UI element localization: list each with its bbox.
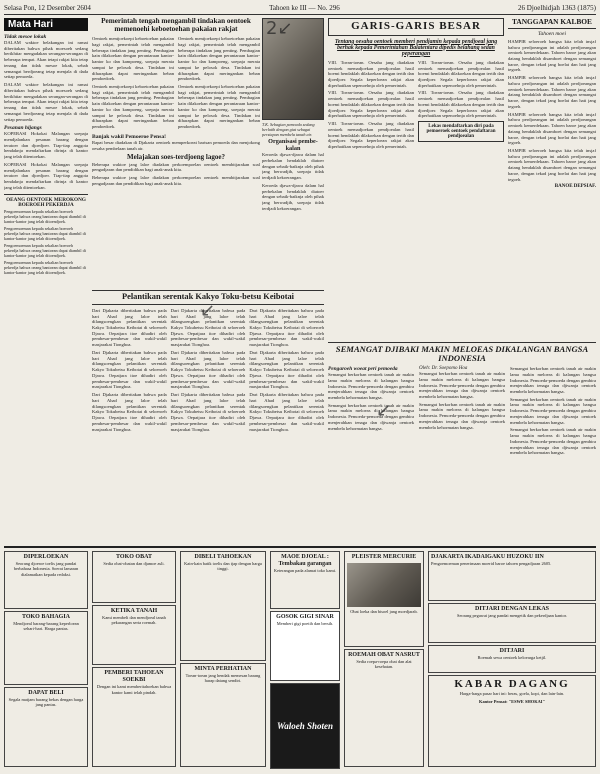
body-pakaian-c: Oentoek mentjoekoepi keboetoehan pakaian bagi rakjat, pemerintah telah mengambil beberapa tindakan jang penting. Pembagian kain dilakoekan dengan perantaraan kantor-kantor ko dan kampoeng, soepaja merata sampai ke pelosok desa. Tindakan ini diharapkan dapat meringankan beban pendoedoek. bbox=[178, 36, 260, 82]
body-organisasi: Keroeda djawa-djawa dalam hal perbekalan hendaklah diatoer dengan sebaik-baiknja oleh pihak jang berwadjib, soepaja tidak terdjadi kekoerangan. bbox=[262, 152, 324, 181]
body-kakyo-b: Dari Djakarta diberitakan bahwa pada hari Ahad jang laloe telah dilangsoengkan pelantikan serentak Kakyo Tokubetsu Keibotai di seloeroeh Djawa. Oepatjara itoe dihadiri oleh pembesar-pembesar dan wakil-wakil masjarakat Tionghoa. bbox=[92, 349, 167, 390]
ad-title: ROEMAH OBAT NASRUT bbox=[348, 652, 420, 658]
body-kakyo-e: Dari Djakarta diberitakan bahwa pada hari Ahad jang laloe telah dilangsoengkan pelantikan serentak Kakyo Tokubetsu Keibotai di seloeroeh Djawa. Oepatjara itoe dihadiri oleh pembesar-pembesar dan wakil-wakil masjarakat Tionghoa. bbox=[170, 349, 246, 390]
byline: Oleh: Dr. Soepomo Hoa bbox=[419, 366, 468, 372]
ad-title: DIPERLOEKAN bbox=[23, 554, 69, 560]
ad-body: Mendjoeal barang-barang keperloean sehari-hari. Harga pantas. bbox=[13, 621, 79, 632]
body-tanggapan-c: HAMPIR seloeroeh bangsa kita telah insjaf bahwa perdjoeangan ini adalah perdjoeangan oentoek kemerdekaan. Tahoen baroe jang akan datang hendaklah disamboet dengan semangat baroe, dengan tekad jang boelat dan hati jang tegoeh. bbox=[508, 111, 596, 146]
headline-tanggapan: TANGGAPAN KALBOE bbox=[508, 18, 596, 29]
story-garis-besar bbox=[328, 18, 504, 340]
body-2b: KOPERASI Hokokai Malangan soepaja mendjalankan pesanan barang dengan teratoer dan djoedjoer. Tiap-tiap anggota hendaknja mendaftarkan dirinja di kantor jang telah ditentoekan. bbox=[4, 161, 88, 190]
body-1b: DALAM waktoe belakangan ini ramai diberitakan bahwa pihak moesoeh sedang berikhtiar mengadakan serangan-serangan di beberapa tempat. Akan tetapi rakjat kita tetap tenang dan tidak mesoe lokak, sebab semangat berdjoeang tetap menjala di dada setiap pemoeda. bbox=[4, 82, 88, 122]
body-2: KOPERASI Hokokai Malangan soepaja mendjalankan pesanan barang dengan teratoer dan djoedjoer. Tiap-tiap anggota hendaknja mendaftarkan dirinja di kantor jang telah ditentoekan. bbox=[4, 131, 88, 160]
column-pemerintah bbox=[92, 18, 260, 286]
handwritten-mark: ↙ bbox=[376, 400, 392, 421]
body-tanggapan-b: HAMPIR seloeroeh bangsa kita telah insjaf bahwa perdjoeangan ini adalah perdjoeangan oentoek kemerdekaan. Tahoen baroe jang akan datang hendaklah disamboet dengan semangat baroe, dengan tekad jang boelat dan hati jang tegoeh. bbox=[508, 75, 596, 109]
body-garis-b: VIII. Toean-toean. Oesaha jang diadakan oentoek memadjoekan pendjoealan hasil boemi hendaklah dilakoekan dengan tertib dan djoedjoer. Segala keperloean rakjat akan diperhatikan sepenoehnja oleh pemerintah. bbox=[328, 90, 414, 119]
body-garis-c: VIII. Toean-toean. Oesaha jang diadakan oentoek memadjoekan pendjoealan hasil boemi hendaklah dilakoekan dengan tertib dan djoedjoer. Segala keperloean rakjat akan diperhatikan sepenoehnja oleh pemerintah. bbox=[328, 121, 414, 150]
masthead-hijri: 26 Djoelhidjah 1363 (1875) bbox=[518, 4, 596, 12]
subhead-2: Pesanan hijangs bbox=[4, 125, 42, 132]
ads-section bbox=[4, 546, 596, 772]
ad-dibeli bbox=[180, 551, 266, 661]
ad-diperloekan bbox=[4, 551, 88, 609]
ad-ditjari bbox=[428, 645, 596, 673]
body-semangat-f: Semangat berkorban oentoek tanah air makin lama makin meloeas di kalangan bangsa Indonesia. Pemoeda-pemoeda dengan gembira menjerahkan tenaga dan djiwanja oentoek membela kehormatan bangsa. bbox=[510, 396, 596, 425]
body-garis-e: VIII. Toean-toean. Oesaha jang diadakan oentoek memadjoekan pendjoealan hasil boemi hendaklah dilakoekan dengan tertib dan djoedjoer. Segala keperloean rakjat akan diperhatikan sepenoehnja oleh pemerintah. bbox=[418, 90, 504, 119]
ad-body: Harga-harga pasar hari ini: beras, goela, kopi, dan lain-lain. bbox=[459, 691, 565, 697]
body-kakyo: Dari Djakarta diberitakan bahwa pada hari Ahad jang laloe telah dilangsoengkan pelantikan serentak Kakyo Tokubetsu Keibotai di seloeroeh Djawa. Oepatjara itoe dihadiri oleh pembesar-pembesar dan wakil-wakil masjarakat Tionghoa. bbox=[92, 307, 167, 348]
masthead-issue: Tahoen ke III — No. 296 bbox=[269, 4, 340, 12]
body-garis-d: VIII. Toean-toean. Oesaha jang diadakan oentoek memadjoekan pendjoealan hasil boemi hendaklah dilakoekan dengan tertib dan djoedjoer. Segala keperloean rakjat akan diperhatikan sepenoehnja oleh pemerintah. bbox=[418, 59, 504, 88]
ad-body: Seorang djoeroe toelis jang pandai berbahasa Indonesia. Soerat lamaran dialamatkan kepada redaksi. bbox=[13, 561, 79, 577]
garis-box: Lekas mendaftarkan diri pada pemoeroek oentoek pendaftaran pendjoealan bbox=[418, 121, 504, 142]
ad-title: DIBELI TAHOEKAN bbox=[194, 554, 252, 560]
ad-body: Memberi gigi poetih dan bersih. bbox=[276, 621, 334, 627]
notice-body-b: Pengoemoeman kepada sekalian boeroeh pekerdja bahwa oeang bantoean dapat diambil di kantor-kantor jang telah ditoendjoek. bbox=[4, 225, 86, 241]
body-organisasi-b: Keroeda djawa-djawa dalam hal perbekalan hendaklah diatoer dengan sebaik-baiknja oleh pihak jang berwadjib, soepaja tidak terdjadi kekoerangan. bbox=[262, 182, 324, 211]
photo-caption: T.K. Sebagian pemoeda sedang berlatih dengan giat sebagai persiapan membela tanah air. bbox=[262, 122, 315, 138]
ad-dapat-beli bbox=[4, 687, 88, 767]
ad-ketika-tanah bbox=[92, 605, 176, 665]
body-pakaian-b: Oentoek mentjoekoepi keboetoehan pakaian bagi rakjat, pemerintah telah mengambil beberapa tindakan jang penting. Pembagian kain dilakoekan dengan perantaraan kantor-kantor ko dan kampoeng, soepaja merata sampai ke pelosok desa. Tindakan ini diharapkan dapat meringankan beban pendoedoek. bbox=[92, 84, 174, 130]
ad-title: KABAR DAGANG bbox=[454, 678, 570, 690]
ad-body: Sedia roepa-roepa obat dan alat kesehatan. bbox=[356, 659, 412, 670]
column-photo bbox=[262, 18, 324, 286]
ad-body: Pengoemoeman penerimaan moerid baroe tahoen pengadjaran 2605. bbox=[431, 561, 552, 567]
body-kakyo-f: Dari Djakarta diberitakan bahwa pada hari Ahad jang laloe telah dilangsoengkan pelantikan serentak Kakyo Tokubetsu Keibotai di seloeroeh Djawa. Oepatjara itoe dihadiri oleh pembesar-pembesar dan wakil-wakil masjarakat Tionghoa. bbox=[170, 392, 246, 432]
ad-body: Keterangan pada alamat toko kami. bbox=[273, 568, 337, 574]
body-semangat-b: Semangat berkorban oentoek tanah air makin lama makin meloeas di kalangan bangsa Indonesia. Pemoeda-pemoeda dengan gembira menjerahkan tenaga dan djiwanja oentoek membela kehormatan bangsa. bbox=[328, 402, 414, 431]
ad-title: PLEISTER MERCURIE bbox=[351, 554, 417, 560]
ad-pleister bbox=[344, 551, 424, 647]
ad-pemberi-tahoean bbox=[92, 667, 176, 767]
body-1: DALAM waktoe belakangan ini ramai diberitakan bahwa pihak moesoeh sedang berikhtiar mengadakan serangan-serangan di beberapa tempat. Akan tetapi rakjat kita tetap tenang dan tidak mesoe lokak, sebab semangat berdjoeang tetap menjala di dada setiap pemoeda. bbox=[4, 40, 88, 80]
ad-title: DITJARI DENGAN LEKAS bbox=[474, 606, 549, 612]
ad-title: TOKO BAHAGIA bbox=[21, 614, 71, 620]
body-pensa: Rapat besar diadakan di Djakarta oentoek memperkoeat barisan pemoeda dan menjokong oesaha pembelaan tanah air. bbox=[92, 139, 260, 151]
body-pakaian: Oentoek mentjoekoepi keboetoehan pakaian bagi rakjat, pemerintah telah mengambil beberapa tindakan jang penting. Pembagian kain dilakoekan dengan perantaraan kantor-kantor ko dan kampoeng, soepaja merata sampai ke pelosok desa. Tindakan ini diharapkan dapat meringankan beban pendoedoek. bbox=[92, 36, 174, 82]
ad-ditjari-lekas bbox=[428, 603, 596, 643]
ad-body: Seorang pegawai jang pandai mengetik dan pekerdjaan kantor. bbox=[457, 613, 567, 619]
headline-pakaian: Pemerintah tengah mengambil tindakan oentoek memenoehi keboetoehan pakaian rakjat bbox=[101, 18, 251, 33]
body-lagoe: Beberapa waktoe jang laloe diadakan perkoempoelan oentoek membitjarakan soal pengadjaran dan pendidikan bagi anak-anak kita. bbox=[92, 161, 260, 173]
story-semangat bbox=[328, 342, 596, 542]
body-garis: VIII. Toean-toean. Oesaha jang diadakan oentoek memadjoekan pendjoealan hasil boemi hendaklah dilakoekan dengan tertib dan djoedjoer. Segala keperloean rakjat akan diperhatikan sepenoehnja oleh pemerintah. bbox=[328, 59, 414, 88]
notice-body: Pengoemoeman kepada sekalian boeroeh pekerdja bahwa oeang bantoean dapat diambil di kantor-kantor jang telah ditoendjoek. bbox=[4, 208, 86, 224]
body-semangat-e: Semangat berkorban oentoek tanah air makin lama makin meloeas di kalangan bangsa Indonesia. Pemoeda-pemoeda dengan gembira menjerahkan tenaga dan djiwanja oentoek membela kehormatan bangsa. bbox=[510, 366, 596, 394]
ad-body: Segala matjam barang bekas dengan harga jang pantas. bbox=[8, 697, 84, 708]
ad-title: MINTA PERHATIAN bbox=[194, 666, 252, 672]
ad-title: PEMBERI TAHOEAN SOEKBI bbox=[104, 670, 164, 684]
signature: BANOE DEPSIAF. bbox=[554, 184, 596, 190]
ad-title: MAOE DJOEAL : Tembakau garangan bbox=[278, 554, 332, 568]
ad-gosok-gigi bbox=[270, 611, 340, 681]
headline-garis: GARIS-GARIS BESAR bbox=[328, 18, 504, 36]
ad-body: Kami membeli dan mendjoeal tanah pekarangan serta roemah. bbox=[102, 615, 166, 626]
body-semangat: Semangat berkorban oentoek tanah air makin lama makin meloeas di kalangan bangsa Indonesia. Pemoeda-pemoeda dengan gembira menjerahkan tenaga dan djiwanja oentoek membela kehormatan bangsa. bbox=[328, 372, 414, 400]
ad-tembakau bbox=[270, 551, 340, 609]
ad-illustration bbox=[347, 563, 421, 607]
ad-body: Toean-toean jang hendak memesan barang harap datang sendiri. bbox=[185, 673, 261, 684]
subhead-pensa: Banjak wakil Pemoeroe Pensa! bbox=[92, 133, 167, 140]
notice-body-c: Pengoemoeman kepada sekalian boeroeh pekerdja bahwa oeang bantoean dapat diambil di kantor-kantor jang telah ditoendjoek. bbox=[4, 242, 86, 258]
ad-ikadaigaku bbox=[428, 551, 596, 601]
ad-title: KETIKA TANAH bbox=[110, 608, 158, 614]
ad-waloeh-shoten bbox=[270, 683, 340, 769]
body-pakaian-d: Oentoek mentjoekoepi keboetoehan pakaian bagi rakjat, pemerintah telah mengambil beberapa tindakan jang penting. Pembagian kain dilakoekan dengan perantaraan kantor-kantor ko dan kampoeng, soepaja merata sampai ke pelosok desa. Tindakan ini diharapkan dapat meringankan beban pendoedoek. bbox=[178, 84, 260, 130]
ad-toko-obat bbox=[92, 551, 176, 603]
masthead bbox=[4, 2, 596, 15]
ad-subtitle: Kantor Pensat: "ESWE SHOKAI" bbox=[479, 699, 545, 705]
ad-title: TOKO OBAT bbox=[116, 554, 152, 560]
body-kakyo-g: Dari Djakarta diberitakan bahwa pada hari Ahad jang laloe telah dilangsoengkan pelantikan serentak Kakyo Tokubetsu Keibotai di seloeroeh Djawa. Oepatjara itoe dihadiri oleh pembesar-pembesar dan wakil-wakil masjarakat Tionghoa. bbox=[249, 307, 324, 348]
headline-kakyo: Pelantikan serentak Kakyo Toku-betsu Keibotai bbox=[92, 290, 324, 305]
body-tanggapan: HAMPIR seloeroeh bangsa kita telah insjaf bahwa perdjoeangan ini adalah perdjoeangan oentoek kemerdekaan. Tahoen baroe jang akan datang hendaklah disamboet dengan semangat baroe, dengan tekad jang boelat dan hati jang tegoeh. bbox=[508, 38, 596, 73]
ad-kabar-dagang bbox=[428, 675, 596, 767]
ad-body: Sedia obat-obatan dan djamoe asli. bbox=[103, 561, 165, 567]
body-semangat-d: Semangat berkorban oentoek tanah air makin lama makin meloeas di kalangan bangsa Indonesia. Pemoeda-pemoeda dengan gembira menjerahkan tenaga dan djiwanja oentoek membela kehormatan bangsa. bbox=[419, 401, 505, 430]
subtitle-garis: Tentang oesaha oentoek memberi pendjamin kepada pendjoeal jang berhak kepada Pemerintahan Balatentara dipedis belahang sedan peperangan bbox=[334, 38, 498, 57]
ad-body: Kain-kain batik toelis dan tjap dengan harga tinggi. bbox=[184, 561, 262, 572]
notice-body-d: Pengoemoeman kepada sekalian boeroeh pekerdja bahwa oeang bantoean dapat diambil di kantor-kantor jang telah ditoendjoek. bbox=[4, 259, 86, 275]
body-semangat-g: Semangat berkorban oentoek tanah air makin lama makin meloeas di kalangan bangsa Indonesia. Pemoeda-pemoeda dengan gembira menjerahkan tenaga dan djiwanja oentoek membela kehormatan bangsa. bbox=[510, 427, 596, 456]
subhead-tahoen: Tahoen moei bbox=[537, 30, 567, 37]
subhead-1: Tidak mesoe lokak bbox=[4, 34, 47, 40]
ad-toko-bahagia bbox=[4, 611, 88, 685]
body-lagoe-b: Beberapa waktoe jang laloe diadakan perkoempoelan oentoek membitjarakan soal pengadjaran dan pendidikan bagi anak-anak kita. bbox=[92, 175, 260, 186]
body-kakyo-h: Dari Djakarta diberitakan bahwa pada hari Ahad jang laloe telah dilangsoengkan pelantikan serentak Kakyo Tokubetsu Keibotai di seloeroeh Djawa. Oepatjara itoe dihadiri oleh pembesar-pembesar dan wakil-wakil masjarakat Tionghoa. bbox=[249, 349, 324, 390]
story-kakyo bbox=[92, 290, 324, 542]
column-tanggapan bbox=[508, 18, 596, 340]
body-kakyo-i: Dari Djakarta diberitakan bahwa pada hari Ahad jang laloe telah dilangsoengkan pelantikan serentak Kakyo Tokubetsu Keibotai di seloeroeh Djawa. Oepatjara itoe dihadiri oleh pembesar-pembesar dan wakil-wakil masjarakat Tionghoa. bbox=[249, 392, 324, 432]
ad-title: DJAKARTA IKADAIGAKU HUZOKU IIN bbox=[431, 554, 544, 560]
headline-semangat: SEMANGAT DJIBAKI MAKIN MELOEAS DIKALANGAN BANGSA INDONESIA bbox=[328, 342, 596, 363]
subhead-semangat: Pengaroeh woeat peri pemoeda bbox=[328, 366, 398, 373]
ad-body: Dengan ini kami memberitahoekan bahwa kantor kami telah pindah. bbox=[96, 684, 172, 695]
column-mata-hari bbox=[4, 18, 88, 384]
body-semangat-c: Semangat berkorban oentoek tanah air makin lama makin meloeas di kalangan bangsa Indonesia. Pemoeda-pemoeda dengan gembira menjerahkan tenaga dan djiwanja oentoek membela kehormatan bangsa. bbox=[419, 371, 505, 399]
ad-title: Waloeh Shoten bbox=[276, 720, 334, 731]
ad-title: GOSOK GIGI SINAR bbox=[276, 614, 334, 620]
body-kakyo-d: Dari Djakarta diberitakan bahwa pada hari Ahad jang laloe telah dilangsoengkan pelantikan serentak Kakyo Tokubetsu Keibotai di seloeroeh Djawa. Oepatjara itoe dihadiri oleh pembesar-pembesar dan wakil-wakil masjarakat Tionghoa. bbox=[170, 307, 246, 348]
masthead-date: Selasa Pon, 12 Desember 2604 bbox=[4, 4, 91, 12]
section-title: Mata Hari bbox=[4, 18, 88, 31]
ad-minta-perhatian bbox=[180, 663, 266, 767]
ad-title: DITJARI bbox=[499, 648, 525, 654]
handwritten-mark: 2↙ bbox=[266, 18, 293, 39]
notice-title: OEANG OENTOEK MEROKONG BOEROEH PEKERDJA bbox=[6, 196, 86, 209]
handwritten-mark: ↙ bbox=[200, 300, 216, 321]
ad-title: DAPAT BELI bbox=[28, 690, 64, 696]
subhead-organisasi: Organisasi pembe-kalan bbox=[268, 138, 318, 152]
ad-roemah-obat bbox=[344, 649, 424, 767]
headline-lagoe: Melajakan soes-terdjoeng lagoe? bbox=[127, 153, 225, 162]
ad-body: Roemah sewa oentoek keloearga ketjil. bbox=[477, 655, 547, 661]
body-kakyo-c: Dari Djakarta diberitakan bahwa pada hari Ahad jang laloe telah dilangsoengkan pelantikan serentak Kakyo Tokubetsu Keibotai di seloeroeh Djawa. Oepatjara itoe dihadiri oleh pembesar-pembesar dan wakil-wakil masjarakat Tionghoa. bbox=[92, 392, 167, 432]
ad-body: Obat loeka dan bisoel jang moedjarab. bbox=[350, 609, 418, 615]
body-tanggapan-d: HAMPIR seloeroeh bangsa kita telah insjaf bahwa perdjoeangan ini adalah perdjoeangan oentoek kemerdekaan. Tahoen baroe jang akan datang hendaklah disamboet dengan semangat baroe, dengan tekad jang boelat dan hati jang tegoeh. bbox=[508, 147, 596, 182]
